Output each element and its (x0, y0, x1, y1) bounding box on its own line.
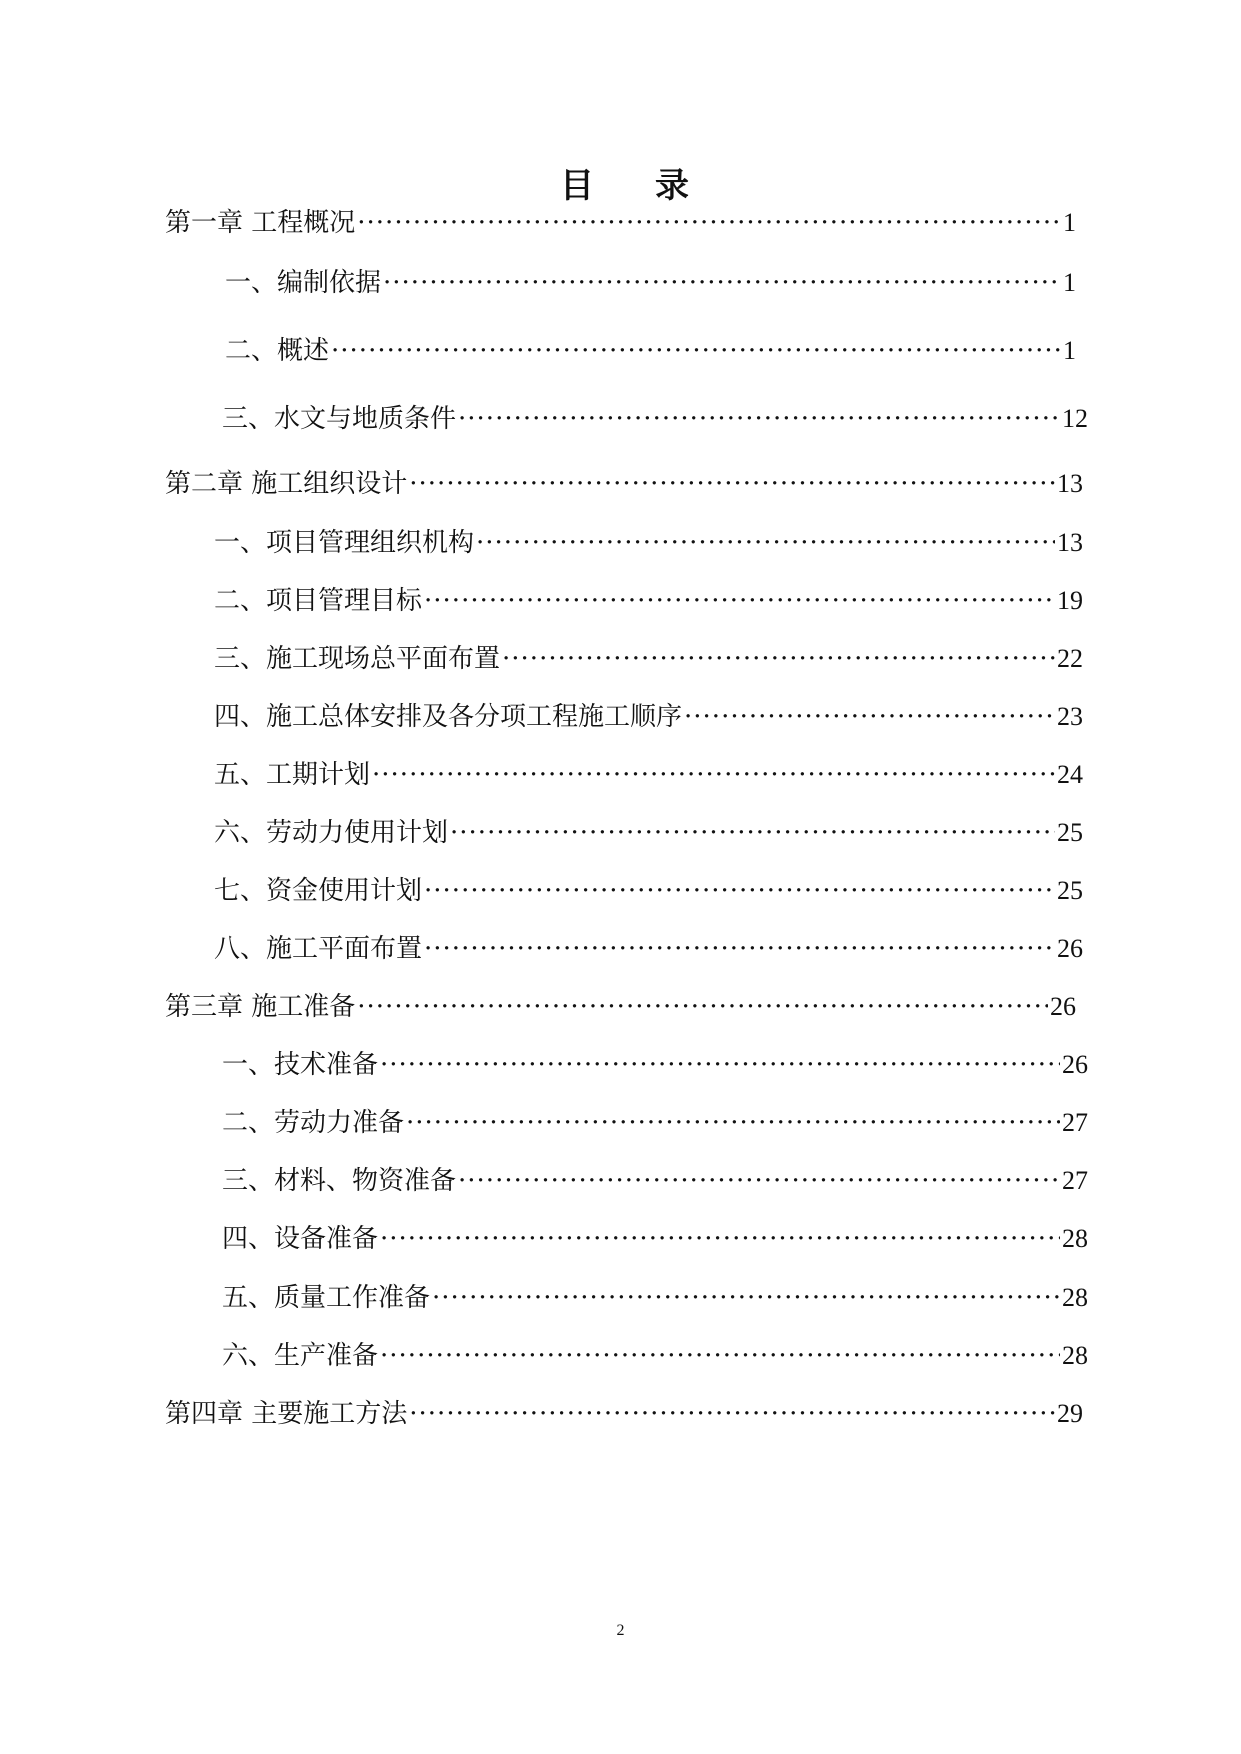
toc-entry-page: 25 (1057, 818, 1083, 847)
toc-entry-label: 六、生产准备 (222, 1341, 379, 1371)
toc-entry-page: 26 (1050, 992, 1076, 1021)
toc-entry-label: 七、资金使用计划 (214, 876, 423, 906)
toc-entry-label: 五、质量工作准备 (222, 1283, 431, 1313)
toc-entry[interactable] (0, 1160, 1088, 1196)
toc-leader-dots (357, 208, 1061, 238)
toc-entry-label: 第四章 主要施工方法 (165, 1399, 408, 1429)
toc-entry[interactable] (0, 1044, 1088, 1080)
toc-leader-dots (380, 1224, 1060, 1254)
toc-entry-label: 四、设备准备 (222, 1224, 379, 1254)
toc-entry-page: 13 (1057, 528, 1083, 557)
toc-entry[interactable] (0, 870, 1083, 906)
toc-entry[interactable] (0, 696, 1083, 732)
toc-entry-page: 23 (1057, 702, 1083, 731)
toc-leader-dots (684, 702, 1055, 732)
toc-leader-dots (406, 1108, 1060, 1138)
toc-entry-page: 13 (1057, 469, 1083, 498)
toc-entry[interactable] (0, 1335, 1088, 1371)
toc-entry[interactable] (0, 986, 1076, 1022)
toc-entry-page: 24 (1057, 760, 1083, 789)
title-char-1: 目 (560, 166, 594, 206)
toc-entry-label: 三、水文与地质条件 (222, 404, 457, 434)
toc-entry-label: 一、项目管理组织机构 (214, 528, 475, 558)
toc-entry-page: 26 (1057, 934, 1083, 963)
toc-entry-label: 第二章 施工组织设计 (165, 469, 408, 499)
toc-entry[interactable] (0, 262, 1076, 298)
toc-leader-dots (372, 760, 1055, 790)
toc-entry-page: 28 (1062, 1224, 1088, 1253)
toc-entry-label: 一、编制依据 (225, 268, 382, 298)
title-char-2: 录 (655, 166, 689, 206)
toc-entry[interactable] (0, 1277, 1088, 1313)
toc-leader-dots (424, 586, 1055, 616)
toc-leader-dots (380, 1050, 1060, 1080)
toc-entry-label: 第一章 工程概况 (165, 208, 356, 238)
toc-leader-dots (383, 268, 1061, 298)
toc-entry[interactable] (0, 463, 1083, 499)
toc-entry-page: 1 (1063, 336, 1076, 365)
toc-entry-page: 25 (1057, 876, 1083, 905)
toc-entry[interactable] (0, 1393, 1083, 1429)
toc-entry-label: 一、技术准备 (222, 1050, 379, 1080)
toc-entry-page: 26 (1062, 1050, 1088, 1079)
toc-entry-label: 五、工期计划 (214, 760, 371, 790)
toc-leader-dots (424, 934, 1055, 964)
toc-leader-dots (502, 644, 1055, 674)
toc-leader-dots (424, 876, 1055, 906)
toc-leader-dots (476, 528, 1055, 558)
toc-entry[interactable] (0, 812, 1083, 848)
toc-leader-dots (432, 1283, 1060, 1313)
toc-leader-dots (331, 336, 1061, 366)
toc-entry-page: 12 (1062, 404, 1088, 433)
toc-entry[interactable] (0, 928, 1083, 964)
toc-entry-label: 四、施工总体安排及各分项工程施工顺序 (214, 702, 683, 732)
toc-entry[interactable] (0, 1102, 1088, 1138)
toc-entry[interactable] (0, 330, 1076, 366)
toc-entry-page: 22 (1057, 644, 1083, 673)
toc-entry[interactable] (0, 202, 1076, 238)
toc-entry-page: 27 (1062, 1166, 1088, 1195)
toc-entry-label: 六、劳动力使用计划 (214, 818, 449, 848)
toc-leader-dots (409, 469, 1055, 499)
toc-entry-label: 二、概述 (225, 336, 330, 366)
toc-leader-dots (450, 818, 1055, 848)
toc-entry-label: 八、施工平面布置 (214, 934, 423, 964)
page-number: 2 (616, 1622, 625, 1639)
toc-entry[interactable] (0, 1218, 1088, 1254)
toc-entry[interactable] (0, 580, 1083, 616)
toc-leader-dots (380, 1341, 1060, 1371)
toc-leader-dots (458, 404, 1060, 434)
toc-entry-label: 三、施工现场总平面布置 (214, 644, 501, 674)
toc-entry-page: 1 (1063, 268, 1076, 297)
toc-entry[interactable] (0, 754, 1083, 790)
toc-leader-dots (458, 1166, 1060, 1196)
toc-entry-label: 二、项目管理目标 (214, 586, 423, 616)
toc-entry-page: 29 (1057, 1399, 1083, 1428)
toc-leader-dots (409, 1399, 1055, 1429)
toc-entry-label: 三、材料、物资准备 (222, 1166, 457, 1196)
toc-entry-label: 二、劳动力准备 (222, 1108, 405, 1138)
toc-entry-page: 1 (1063, 208, 1076, 237)
toc-entry[interactable] (0, 522, 1083, 558)
toc-entry-page: 27 (1062, 1108, 1088, 1137)
toc-entry-label: 第三章 施工准备 (165, 992, 356, 1022)
toc-entry[interactable] (0, 398, 1088, 434)
toc-leader-dots (357, 992, 1048, 1022)
toc-entry-page: 28 (1062, 1283, 1088, 1312)
toc-entry-page: 28 (1062, 1341, 1088, 1370)
toc-entry[interactable] (0, 638, 1083, 674)
toc-entry-page: 19 (1057, 586, 1083, 615)
